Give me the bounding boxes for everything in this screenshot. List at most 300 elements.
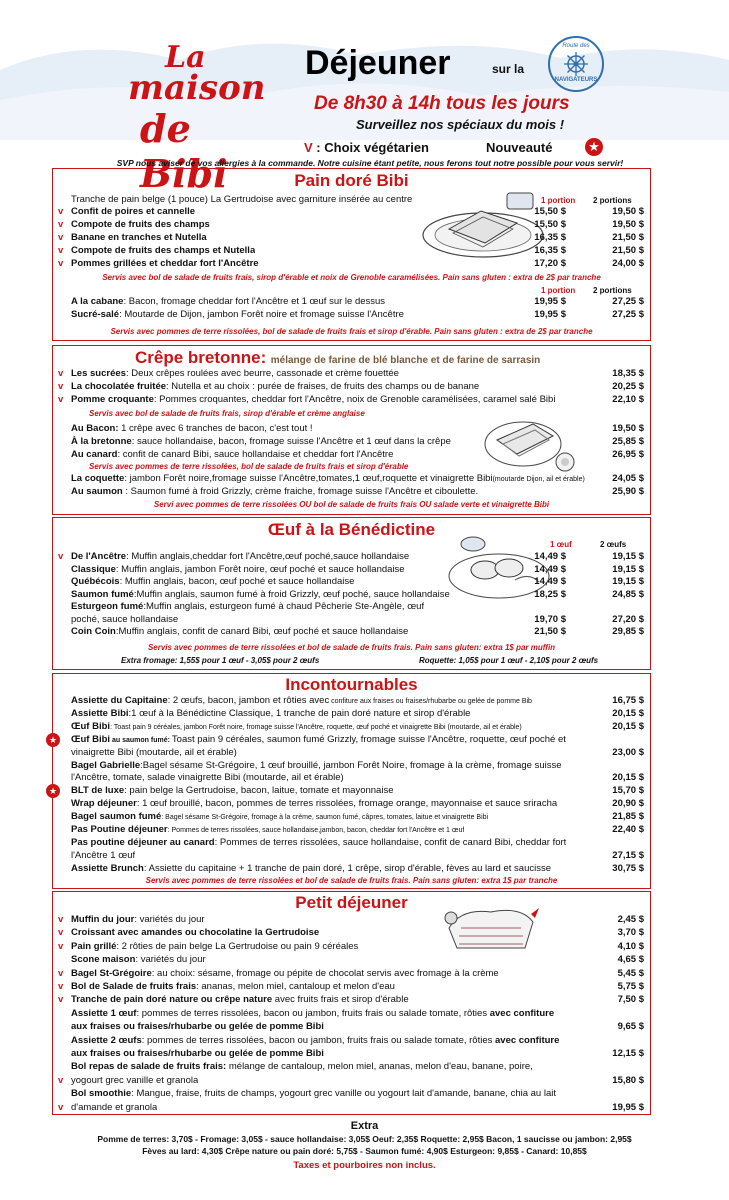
item-text bbox=[71, 486, 478, 498]
item-text bbox=[71, 941, 358, 953]
menu-item-row bbox=[53, 695, 650, 707]
menu-item-row bbox=[53, 309, 650, 321]
price: 26,95 $ bbox=[612, 449, 644, 460]
section-benedictine bbox=[52, 517, 651, 670]
price: 3,70 $ bbox=[617, 927, 644, 939]
menu-item-row bbox=[53, 449, 650, 461]
vegetarian-mark: v bbox=[58, 258, 64, 269]
price: 24,05 $ bbox=[612, 473, 644, 484]
item-name: Œuf Bibi bbox=[71, 733, 111, 745]
extra-cheese-note: Extra fromage: 1,55$ pour 1 œuf - 3,05$ pour 2 œufs bbox=[121, 656, 320, 665]
item-description: : ananas, melon miel, cantaloup et melon d'eau bbox=[196, 981, 395, 992]
menu-item-row bbox=[53, 614, 650, 626]
item-name: Wrap déjeuner bbox=[71, 798, 137, 810]
logo-line-3: de Bibi bbox=[140, 106, 228, 196]
menu-item-row bbox=[53, 473, 650, 485]
vegetarian-mark: v bbox=[58, 981, 64, 992]
item-name: Au Bacon: bbox=[71, 423, 119, 434]
menu-item-row bbox=[53, 1048, 650, 1060]
item-text bbox=[71, 1088, 556, 1100]
item-name: Œuf Bibi bbox=[71, 720, 111, 732]
column-header-2: 2 œufs bbox=[600, 540, 627, 549]
logo-line-1: La bbox=[165, 40, 206, 75]
vegetarian-mark: v bbox=[58, 994, 64, 1006]
vegetarian-mark: v bbox=[58, 914, 64, 925]
price: 5,75 $ bbox=[617, 981, 644, 992]
menu-item-row bbox=[53, 708, 650, 720]
item-text bbox=[71, 734, 566, 747]
item-text bbox=[71, 824, 464, 837]
price: 9,65 $ bbox=[617, 1021, 644, 1033]
item-text bbox=[71, 258, 259, 270]
vegetarian-mark: v bbox=[58, 1074, 64, 1086]
price-1: 19,95 $ bbox=[534, 296, 566, 307]
item-description: : Assiette du capitaine + 1 tranche de pain doré, 1 crêpe, sirop d'érable, fèves au lard et saucisse bbox=[143, 862, 551, 874]
item-description: : Nutella et au choix : purée de fraises, de fruits des champs ou de banane bbox=[166, 381, 480, 392]
menu-item-row bbox=[53, 423, 650, 435]
veg-label: : Choix végétarien bbox=[316, 140, 429, 155]
price: 4,10 $ bbox=[617, 940, 644, 952]
price-1: 19,70 $ bbox=[534, 613, 566, 625]
item-text bbox=[71, 1102, 157, 1114]
item-text bbox=[71, 551, 409, 563]
price: 20,90 $ bbox=[612, 798, 644, 810]
item-description: : jambon Forêt noire,fromage suisse l'Ancêtre,tomates,1 œuf,roquette et vinaigrette Bibi bbox=[124, 473, 493, 484]
serving-note: Servis avec pommes de terre rissolées, bol de salade de fruits frais et sirop d'érable bbox=[89, 462, 409, 471]
menu-item-row bbox=[53, 626, 650, 638]
item-description: : variétés du jour bbox=[135, 954, 206, 966]
section-subtitle: mélange de farine de blé blanche et de farine de sarrasin bbox=[270, 355, 541, 366]
item-text bbox=[71, 914, 205, 926]
menu-item-row bbox=[53, 968, 650, 980]
vegetarian-mark: v bbox=[58, 206, 64, 217]
item-name: Assiette du Capitaine bbox=[71, 695, 168, 706]
item-description: l'Ancêtre 1 œuf bbox=[71, 849, 136, 861]
price-2: 19,50 $ bbox=[612, 219, 644, 230]
menu-item-row bbox=[53, 1102, 650, 1114]
price: 27,15 $ bbox=[612, 849, 644, 861]
item-name: Saumon fumé bbox=[71, 588, 134, 600]
item-description: : Moutarde de Dijon, jambon Forêt noire et fromage suisse l'Ancêtre bbox=[119, 309, 404, 320]
item-text bbox=[71, 811, 488, 824]
price: 25,85 $ bbox=[612, 436, 644, 447]
section-pain-dore bbox=[52, 168, 651, 341]
item-text bbox=[71, 368, 399, 380]
vegetarian-mark: v bbox=[58, 381, 64, 392]
section-incontournables bbox=[48, 673, 651, 889]
item-name: Croissant avec amandes ou chocolatine la Gertrudoise bbox=[71, 927, 320, 939]
vegetarian-mark: v bbox=[58, 967, 64, 979]
section-title: Crêpe bretonne: bbox=[135, 348, 267, 367]
price: 21,85 $ bbox=[612, 811, 644, 823]
menu-item-row bbox=[53, 863, 650, 875]
item-name: À la bretonne bbox=[71, 436, 132, 447]
item-description: vinaigrette Bibi (moutarde, ail et érable) bbox=[71, 746, 237, 758]
menu-item-row bbox=[53, 760, 650, 772]
item-text bbox=[71, 1008, 554, 1020]
menu-item-row bbox=[48, 733, 650, 746]
item-description: : variétés du jour bbox=[134, 914, 205, 925]
section-title: Incontournables bbox=[285, 675, 418, 694]
item-detail-small: confiture aux fraises ou fraises/rhubarbe ou gelée de pomme Bib bbox=[329, 698, 532, 705]
menu-item-row bbox=[53, 747, 650, 759]
item-description: : confit de canard Bibi, sauce hollandaise et cheddar fort l'Ancêtre bbox=[117, 449, 394, 460]
price-2: 19,15 $ bbox=[612, 551, 644, 562]
price-1: 14,49 $ bbox=[534, 563, 566, 575]
item-text bbox=[71, 381, 479, 393]
column-header-1: 1 portion bbox=[541, 286, 576, 295]
item-name: Tranche de pain doré nature ou crêpe nature bbox=[71, 994, 273, 1006]
specials-text: Surveillez nos spéciaux du mois ! bbox=[356, 117, 565, 132]
menu-item-row bbox=[53, 941, 650, 953]
vegetarian-mark: v bbox=[58, 368, 64, 379]
ship-wheel-icon bbox=[563, 51, 589, 77]
vegetarian-mark: v bbox=[58, 940, 64, 952]
menu-item-row bbox=[53, 601, 650, 613]
item-description: :Bagel sésame St-Grégoire, 1 œuf brouillé, jambon Forêt Noire, fromage à la crème, fromage suisse bbox=[140, 759, 562, 771]
item-name: Pomme croquante bbox=[71, 394, 154, 405]
item-name: Compote de fruits des champs et Nutella bbox=[71, 245, 256, 256]
item-text bbox=[71, 245, 255, 257]
item-description: avec fruits frais et sirop d'érable bbox=[272, 994, 409, 1006]
item-text bbox=[71, 206, 195, 218]
menu-item-row bbox=[53, 1021, 650, 1033]
menu-item-row bbox=[48, 785, 650, 797]
item-text bbox=[71, 473, 585, 486]
serving-note: Servis avec pommes de terre rissolées et bol de salade de fruits frais. Pain sans gluten: extra 1$ par tranche bbox=[145, 876, 558, 885]
price: 4,65 $ bbox=[617, 954, 644, 966]
price: 15,80 $ bbox=[612, 1074, 644, 1086]
item-name: BLT de luxe bbox=[71, 785, 125, 797]
price-2: 29,85 $ bbox=[612, 626, 644, 637]
new-legend: Nouveauté bbox=[486, 140, 553, 155]
price-2: 27,25 $ bbox=[612, 309, 644, 320]
item-text bbox=[71, 1075, 198, 1087]
item-description: : Saumon fumé à froid Grizzly, crème fraiche, fromage suisse l'Ancêtre et ciboulette. bbox=[122, 486, 479, 497]
item-description: mélange de cantaloup, melon miel, ananas, melon d'eau, banane, poire, bbox=[226, 1061, 533, 1073]
item-detail-bold: avec confiture bbox=[495, 1034, 560, 1046]
extra-arugula-note: Roquette: 1,05$ pour 1 œuf - 2,10$ pour 2 œufs bbox=[419, 656, 599, 665]
menu-item-row bbox=[53, 206, 650, 218]
item-name: Assiette 2 œufs bbox=[71, 1034, 142, 1046]
item-description: Toast pain 9 céréales, saumon fumé Grizzly, fromage suisse l'Ancêtre, roquette, œuf poché et bbox=[171, 733, 566, 745]
item-name: A la cabane bbox=[71, 296, 124, 307]
item-name: Bol smoothie bbox=[71, 1088, 132, 1100]
item-detail-bold: aux fraises ou fraises/rhubarbe ou gelée de pomme Bibi bbox=[71, 1048, 324, 1059]
item-name: Sucré-salé bbox=[71, 309, 120, 320]
item-text bbox=[71, 614, 178, 626]
menu-item-row bbox=[53, 927, 650, 939]
price: 20,25 $ bbox=[612, 381, 644, 392]
vegetarian-mark: v bbox=[58, 232, 64, 243]
item-text bbox=[71, 219, 210, 231]
menu-item-row bbox=[53, 381, 650, 393]
item-text bbox=[71, 994, 409, 1006]
allergy-notice: SVP nous aviser de vos allergies à la commande. Notre cuisine étant petite, nous ferons tout notre possible pour vous servir! bbox=[116, 158, 624, 168]
item-description: : 2 rôties de pain belge La Gertrudoise ou pain 9 céréales bbox=[116, 940, 359, 952]
item-name: Québécois bbox=[71, 576, 120, 587]
menu-item-row bbox=[53, 436, 650, 448]
section-title-row bbox=[135, 348, 540, 368]
item-description: poché, sauce hollandaise bbox=[71, 613, 179, 625]
extra-line-2: Fèves au lard: 4,30$ Crêpe nature ou pain doré: 5,75$ - Saumon fumé: 4,90$ Esturgeon: 9,85$ - Canard: 10,85$ bbox=[142, 1146, 587, 1156]
menu-item-row bbox=[53, 954, 650, 966]
item-name: Les sucrées bbox=[71, 368, 126, 379]
item-text bbox=[71, 394, 555, 406]
item-description: : pain belge la Gertrudoise, bacon, laitue, tomate et mayonnaise bbox=[124, 785, 394, 797]
price-1: 19,95 $ bbox=[534, 309, 566, 320]
item-name: Au saumon bbox=[71, 486, 123, 497]
price-1: 15,50 $ bbox=[534, 219, 566, 230]
menu-item-row bbox=[53, 1035, 650, 1047]
menu-item-row bbox=[53, 798, 650, 810]
price: 15,70 $ bbox=[612, 785, 644, 797]
menu-item-row bbox=[53, 824, 650, 836]
badge-top-text: Route des bbox=[562, 43, 590, 49]
vegetarian-mark: v bbox=[58, 927, 64, 939]
item-text bbox=[71, 721, 522, 734]
price-2: 19,15 $ bbox=[612, 576, 644, 587]
item-text bbox=[71, 1048, 324, 1060]
item-text bbox=[71, 436, 451, 448]
item-text bbox=[71, 927, 319, 939]
column-header-1: 1 portion bbox=[541, 196, 576, 205]
item-text bbox=[71, 601, 424, 613]
badge-bottom-text: NAVIGATEURS bbox=[554, 77, 598, 83]
item-name: La chocolatée fruitée bbox=[71, 381, 167, 392]
item-description: : Bacon, fromage cheddar fort l'Ancêtre et 1 œuf sur le dessus bbox=[123, 296, 386, 307]
extra-line-1: Pomme de terres: 3,70$ - Fromage: 3,05$ - sauce hollandaise: 3,05$ Oeuf: 2,35$ Roquette: 2,95$ Bacon, 1 saucisse ou jambon: 2,95$ bbox=[97, 1134, 632, 1144]
section-title: Petit déjeuner bbox=[295, 893, 408, 912]
menu-item-row bbox=[53, 258, 650, 270]
item-name: Bagel St-Grégoire bbox=[71, 967, 152, 979]
price: 22,40 $ bbox=[612, 824, 644, 835]
item-text bbox=[71, 837, 566, 849]
star-icon: ★ bbox=[46, 784, 60, 798]
item-name: Bol de Salade de fruits frais bbox=[71, 981, 197, 992]
price-2: 19,15 $ bbox=[612, 563, 644, 575]
menu-item-row bbox=[53, 994, 650, 1006]
item-name: Assiette Brunch bbox=[71, 862, 144, 874]
section-title: Pain doré Bibi bbox=[294, 171, 409, 190]
page-title: Déjeuner bbox=[305, 44, 451, 82]
serving-note: Servis avec pommes de terre rissolées, bol de salade de fruits frais et sirop d'érable. Pain sans gluten : extra de 2$ par tranche bbox=[110, 327, 593, 336]
column-header-2: 2 portions bbox=[593, 286, 632, 295]
price-1: 17,20 $ bbox=[534, 258, 566, 269]
price-2: 27,20 $ bbox=[612, 613, 644, 625]
item-name: Pommes grillées et cheddar fort l'Ancêtre bbox=[71, 258, 259, 269]
price-2: 19,50 $ bbox=[612, 206, 644, 217]
item-text bbox=[71, 747, 237, 759]
serving-note: Servis avec bol de salade de fruits frais, sirop d'érable et crème anglaise bbox=[89, 409, 365, 418]
item-name-suffix: au saumon fumé: bbox=[110, 736, 172, 744]
star-icon: ★ bbox=[585, 138, 603, 156]
item-text bbox=[71, 576, 354, 588]
serving-note: Servis avec pommes de terre rissolées et bol de salade de fruits frais. Pain sans gluten: extra 1$ par muffin bbox=[147, 643, 556, 652]
menu-item-row bbox=[53, 1088, 650, 1100]
price: 7,50 $ bbox=[617, 994, 644, 1006]
item-detail-bold: avec confiture bbox=[489, 1007, 555, 1019]
item-text bbox=[71, 798, 557, 810]
item-detail-small: (moutarde Dijon, ail et érable) bbox=[492, 476, 585, 483]
vegetarian-mark: v bbox=[58, 551, 64, 562]
price: 16,75 $ bbox=[612, 695, 644, 706]
price-1: 16,35 $ bbox=[534, 245, 566, 256]
pain-dore-intro: Tranche de pain belge (1 pouce) La Gertrudoise avec garniture insérée au centre bbox=[71, 194, 413, 205]
vegetarian-mark: v bbox=[58, 245, 64, 256]
route-navigateurs-badge bbox=[548, 36, 604, 92]
item-name: Muffin du jour bbox=[71, 914, 135, 925]
item-name: Pas Poutine déjeuner bbox=[71, 824, 168, 835]
item-name: Bol repas de salade de fruits frais: bbox=[71, 1061, 227, 1073]
price-2: 21,50 $ bbox=[612, 232, 644, 243]
item-text bbox=[71, 589, 450, 601]
item-name: La coquette bbox=[71, 473, 125, 484]
item-description: : Mangue, fraise, fruits de champs, yogourt grec vanille ou yogourt lait d'amande, banane, chia au lait bbox=[131, 1088, 556, 1100]
item-description: :Muffin anglais, saumon fumé à froid Grizzly, œuf poché, sauce hollandaise bbox=[133, 588, 450, 600]
price: 22,10 $ bbox=[612, 394, 644, 405]
menu-item-row bbox=[53, 232, 650, 244]
menu-item-row bbox=[53, 1075, 650, 1087]
item-description: : Muffin anglais,cheddar fort l'Ancêtre,œuf poché,sauce hollandaise bbox=[126, 551, 410, 562]
menu-item-row bbox=[53, 589, 650, 601]
price-1: 18,25 $ bbox=[534, 588, 566, 600]
column-header-2: 2 portions bbox=[593, 196, 632, 205]
item-description: : au choix: sésame, fromage ou pépite de chocolat servis avec fromage à la crème bbox=[151, 967, 499, 979]
serving-note: Servis avec bol de salade de fruits frais, sirop d'érable et noix de Grenoble caramélisées. Pain sans gluten : extra de 2$ par tranche bbox=[102, 273, 601, 282]
menu-item-row bbox=[53, 811, 650, 823]
price-2: 24,85 $ bbox=[612, 588, 644, 600]
menu-item-row bbox=[53, 837, 650, 849]
item-text bbox=[71, 785, 393, 797]
item-description: : 1 œuf brouillé, bacon, pommes de terres rissolées, fromage orange, mayonnaise et sauce sriracha bbox=[136, 798, 558, 810]
price: 20,15 $ bbox=[612, 772, 644, 784]
vegetarian-legend bbox=[304, 140, 429, 155]
menu-item-row bbox=[53, 850, 650, 862]
price-2: 21,50 $ bbox=[612, 245, 644, 256]
item-name: Coin Coin bbox=[71, 626, 116, 637]
item-text bbox=[71, 423, 313, 435]
item-text bbox=[71, 968, 499, 980]
item-description: : Pommes croquantes, cheddar fort l'Ancêtre, noix de Grenoble caramélisées, caramel salé Bibi bbox=[153, 394, 556, 405]
price: 2,45 $ bbox=[617, 914, 644, 925]
item-text bbox=[71, 863, 551, 875]
column-header-1: 1 œuf bbox=[550, 540, 572, 549]
item-text bbox=[71, 954, 206, 966]
price: 18,35 $ bbox=[612, 368, 644, 379]
item-description: :1 œuf à la Bénédictine Classique, 1 tranche de pain doré nature et sirop d'érable bbox=[128, 707, 471, 719]
item-text bbox=[71, 695, 532, 708]
menu-item-row bbox=[53, 981, 650, 993]
price: 5,45 $ bbox=[617, 967, 644, 979]
price: 20,15 $ bbox=[612, 707, 644, 719]
price: 25,90 $ bbox=[612, 486, 644, 497]
menu-item-row bbox=[53, 576, 650, 588]
menu-item-row bbox=[53, 914, 650, 926]
section-crepe-bretonne bbox=[52, 345, 651, 515]
vegetarian-mark: v bbox=[58, 1101, 64, 1113]
item-text bbox=[71, 1035, 559, 1047]
item-description: :Muffin anglais, confit de canard Bibi, œuf poché et sauce hollandaise bbox=[115, 626, 409, 637]
logo bbox=[110, 40, 280, 196]
logo-line-2: maison bbox=[128, 68, 266, 108]
item-name: Banane en tranches et Nutella bbox=[71, 232, 207, 243]
section-petit-dejeuner bbox=[52, 891, 651, 1115]
menu-item-row bbox=[53, 245, 650, 257]
menu-item-row bbox=[53, 1061, 650, 1073]
item-description: : Muffin anglais, jambon Forêt noire, œuf poché et sauce hollandaise bbox=[115, 563, 405, 575]
menu-item-row bbox=[53, 394, 650, 406]
item-name: Compote de fruits des champs bbox=[71, 219, 210, 230]
price-1: 21,50 $ bbox=[534, 626, 566, 637]
menu-item-row bbox=[53, 564, 650, 576]
item-name: Esturgeon fumé bbox=[71, 601, 144, 612]
item-text bbox=[71, 564, 405, 576]
menu-item-row bbox=[53, 772, 650, 784]
item-text bbox=[71, 981, 395, 993]
title-suffix: sur la bbox=[492, 62, 525, 76]
item-text bbox=[71, 309, 404, 321]
menu-item-row bbox=[53, 551, 650, 563]
item-detail-small: : Bagel sésame St-Grégoire, fromage à la crème, saumon fumé, câpres, tomates, laitue et vinaigrette Bibi bbox=[161, 814, 489, 822]
item-text bbox=[71, 232, 207, 244]
price: 20,15 $ bbox=[612, 720, 644, 732]
item-text bbox=[71, 760, 562, 772]
item-name: De l'Ancêtre bbox=[71, 551, 127, 562]
item-name: Au canard bbox=[71, 449, 118, 460]
price-1: 16,35 $ bbox=[534, 232, 566, 243]
item-name: Scone maison bbox=[71, 954, 136, 966]
section-title: Œuf à la Bénédictine bbox=[267, 520, 436, 539]
menu-item-row bbox=[53, 1008, 650, 1020]
price-1: 14,49 $ bbox=[534, 576, 566, 587]
item-name: Pas poutine déjeuner au canard bbox=[71, 836, 215, 848]
item-description: yogourt grec vanille et granola bbox=[71, 1074, 199, 1086]
item-name: Bagel Gabrielle bbox=[71, 759, 141, 771]
item-text bbox=[71, 626, 408, 638]
item-detail-small: : Pommes de terres rissolées, sauce hollandaise,jambon, bacon, cheddar fort l'Ancêtre et 1 œuf bbox=[167, 827, 465, 834]
item-text bbox=[71, 1061, 533, 1073]
price: 19,95 $ bbox=[612, 1101, 644, 1113]
item-name: Pain grillé bbox=[71, 940, 117, 952]
item-name: Bagel saumon fumé bbox=[71, 811, 162, 823]
menu-item-row bbox=[53, 219, 650, 231]
item-text bbox=[71, 772, 344, 784]
serving-note: Servi avec pommes de terre rissolées OU bol de salade de fruits frais OU salade verte et vinaigrette Bibi bbox=[153, 500, 550, 509]
item-description: : Pommes de terres rissolées, sauce hollandaise, confit de canard Bibi, cheddar fort bbox=[214, 836, 567, 848]
menu-item-row bbox=[53, 296, 650, 308]
price: 19,50 $ bbox=[612, 423, 644, 434]
item-description: : pommes de terres rissolées, bacon ou jambon, fruits frais ou salade tomate, rôties bbox=[136, 1007, 490, 1019]
item-description: : pommes de terres rissolées, bacon ou jambon, fruits frais ou salade tomate, rôties bbox=[141, 1034, 495, 1046]
vegetarian-mark: v bbox=[58, 219, 64, 230]
taxes-notice: Taxes et pourboires non inclus. bbox=[293, 1160, 436, 1171]
item-description: d'amande et granola bbox=[71, 1101, 158, 1113]
item-description: : Deux crêpes roulées avec beurre, cassonade et crème fouettée bbox=[125, 368, 399, 379]
item-name: Confit de poires et cannelle bbox=[71, 206, 196, 217]
item-name: Assiette Bibi bbox=[71, 707, 129, 719]
item-text bbox=[71, 449, 393, 461]
menu-item-row bbox=[53, 486, 650, 498]
menu-item-row bbox=[53, 368, 650, 380]
item-description: :Muffin anglais, esturgeon fumé à chaud Pêcherie Ste-Angèle, œuf bbox=[143, 601, 425, 612]
item-text bbox=[71, 1021, 324, 1033]
item-name: Assiette 1 œuf bbox=[71, 1007, 137, 1019]
price-1: 15,50 $ bbox=[534, 206, 566, 217]
star-icon: ★ bbox=[46, 733, 60, 747]
vegetarian-mark: v bbox=[58, 394, 64, 405]
price-1: 14,49 $ bbox=[534, 551, 566, 562]
